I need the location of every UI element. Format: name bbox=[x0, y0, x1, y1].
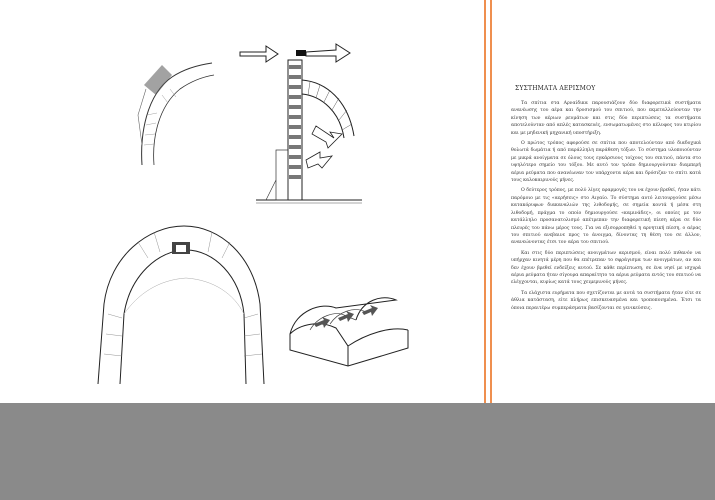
article-paragraph: Και στις δύο περιπτώσεις ανοιγμάτων αερισμού, είναι πολύ πιθανόν να υπήρχαν κινητά μέρη που θα επέτρεπαν το σφράγισμα των ανοιγμάτων, αν και δεν έχουν βρεθεί ενδείξεις αυτού. Σε κάθε περίπτωση, σε ένα νησί με ισχυρά αέρια ρεύματα ήταν σίγουρα απαραίτητο τα αέρια ρεύματα εντός του σπιτιού να ελέγχονται, κυρίως κατά τους χειμερινούς μήνες. bbox=[511, 250, 701, 286]
axonometric-vault-sketch-icon bbox=[286, 290, 416, 370]
sketch-vault-axonometric bbox=[286, 290, 416, 370]
arch-sketch-icon bbox=[132, 55, 217, 170]
article-paragraph: Ο δεύτερος τρόπος, με πολύ λίγες εφαρμογές του να έχουν βρεθεί, ήταν κάτι παρόμοιο με τις «αερήσεις» στο Αιγαίο. Το σύστημα αυτό λειτουργούσε μέσω κατακόρυφων διακαναλιών της λιθοδομής, σε σημεία κοντά ή μέσα στη λιθοδομή, πράγμα το οποίο δημιουργούσε «καμινάδες», οι οποίες με τον κατάλληλο προσανατολισμό απέτρεπαν την διαφορετική πίεση αέρα σε δύο πλευρές του πάνω μέρος τους. Για να εξισορροπηθεί η αρνητική πίεση, ο αέρας του σπιτιού ανεβαινε προς το άνοιγμα, δίνοντας τη θέση του σε άλλον, ανανεώνοντας έτσι τον αέρα του σπιτιού. bbox=[511, 188, 701, 246]
article-text-block bbox=[511, 85, 701, 315]
article-paragraph: Τα ελάχιστα ευρήματα που σχετίζονται με αυτά τα συστήματα ήταν είτε σε άθλια κατάσταση, είτε πλήρως επισκευασμένα και τροποποιημένα. Έτσι τα όποια περαιτέρω συμπεράσματα βασίζονται σε γενικεύσεις. bbox=[511, 290, 701, 311]
chimney-section-sketch-icon bbox=[236, 40, 366, 210]
sketch-vault-opening bbox=[88, 214, 273, 389]
article-paragraph: Τα σπίτια στα Αρναίδικα παρουσιάζουν δύο διαφορετικά συστήματα ανανέωσης του αέρα και δροσισμού του σπιτιού, που εκμεταλλεύονταν την κίνηση των αέριων ρευμάτων και στις δύο περιπτώσεις τα συστήματα αποτελούνταν από απλές κατασκευές, ενσωματωμένες στο κέλυφος του κτιρίου και με μηδενική μηχανική υποστήριξη. bbox=[511, 101, 701, 136]
gray-footer-band bbox=[0, 403, 715, 500]
sketch-chimney-section bbox=[236, 40, 366, 210]
article-paragraph: Ο πρώτος τρόπος αφορούσε σε σπίτια που αποτελούνταν από διαδοχικά θολωτά δωμάτια ή από παράλληλη παράθεση τόξων. Το σύστημα υλοποιούνταν με μικρά ανοίγματα σε όλους τους εγκάρσιους τοίχους του σπιτιού, πάντα στο υψηλότερο σημείο του τόξου. Με αυτό τον τρόπο δημιουργούνταν διαμπερή αέρια ρεύματα που ανανέωναν τον υπάρχοντα αέρα και δρόσιζαν το σπίτι κατά τους καλοκαιρινούς μήνες. bbox=[511, 141, 701, 184]
article-title: ΣΥΣΤΗΜΑΤΑ ΑΕΡΙΣΜΟΥ bbox=[515, 85, 596, 92]
sketch-arch-fragment bbox=[132, 55, 217, 170]
vault-sketch-icon bbox=[88, 214, 273, 389]
